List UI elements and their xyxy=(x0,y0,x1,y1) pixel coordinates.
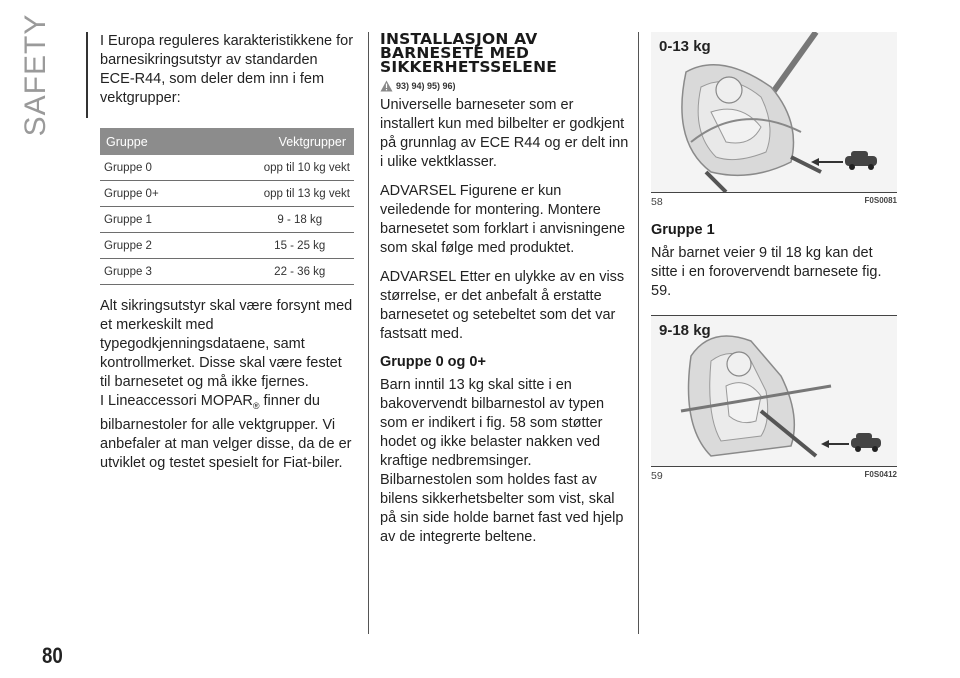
universal-seats-paragraph: Universelle barneseter som er installert kun med bilbelter er godkjent på grunnlag av ECE R44 og er delt inn i ulike vektklasser. xyxy=(380,97,629,170)
registered-mark: ® xyxy=(252,400,260,411)
figure-58 xyxy=(651,32,897,210)
warning-accident-paragraph: ADVARSEL Etter en ulykke av en viss størrelse, er det anbefalt å erstatte barnesetet og setebeltet som det var fastsatt med. xyxy=(380,269,625,342)
table-cell-group: Gruppe 0 xyxy=(100,155,190,181)
table-header-group: Gruppe xyxy=(100,128,190,155)
column-1 xyxy=(100,32,354,483)
mopar-paragraph xyxy=(100,392,354,473)
warning-references xyxy=(380,80,630,92)
table-cell-group: Gruppe 1 xyxy=(100,207,190,233)
column-divider-1 xyxy=(368,32,369,634)
figure-59-image xyxy=(651,316,897,466)
table-row xyxy=(100,181,354,207)
table-cell-group: Gruppe 2 xyxy=(100,233,190,259)
intro-paragraph: I Europa reguleres karakteristikkene for barnesikringsutstyr av standarden ECE-R44, som deler dem inn i fem vektgrupper: xyxy=(100,33,354,106)
figure-59-weight-label: 9-18 kg xyxy=(659,322,711,339)
figure-58-code: F0S0081 xyxy=(864,196,897,205)
figure-59-code: F0S0412 xyxy=(864,470,897,479)
table-row xyxy=(100,207,354,233)
section-heading xyxy=(380,32,630,74)
table-cell-weight: opp til 10 kg vekt xyxy=(190,155,354,181)
heading-line-3: SIKKERHETSSELENE xyxy=(380,58,558,76)
group-1-paragraph: Når barnet veier 9 til 18 kg kan det sitte i en forovervendt barnesete fig. 59. xyxy=(651,245,882,299)
figure-59 xyxy=(651,316,897,484)
section-label xyxy=(6,13,66,137)
figure-58-number: 58 xyxy=(651,196,663,208)
warning-refs-text: 93) 94) 95) 96) xyxy=(396,81,456,91)
seat-belt-paragraph: Bilbarnestolen som holdes fast av bilens sikkerhetsbelter som vist, skal på sin side holde barnet fast ved hjelp av de integrerte beltene. xyxy=(380,472,624,545)
table-row xyxy=(100,233,354,259)
table-row xyxy=(100,155,354,181)
figure-59-number: 59 xyxy=(651,470,663,482)
rear-facing-seat-illustration xyxy=(651,32,897,192)
mopar-text-end: finner du bilbarnestoler for alle vektgrupper. Vi anbefaler at man velger disse, da de er utviklet og testet spesielt for Fiat-biler. xyxy=(100,393,352,471)
warning-figures-paragraph: ADVARSEL Figurene er kun veiledende for montering. Montere barnesetet som forklart i anvisningene som skal følge med produktet. xyxy=(380,183,626,256)
group-1-heading: Gruppe 1 xyxy=(651,222,715,238)
figure-59-caption xyxy=(651,466,897,484)
column-2 xyxy=(380,32,630,557)
group-0-heading: Gruppe 0 og 0+ xyxy=(380,354,486,370)
group-0-paragraph: Barn inntil 13 kg skal sitte i en bakovervendt bilbarnestol av typen som er indikert i fig. 58 som støtter hodet og ikke belaster nakken ved kraftige nedbremsinger. xyxy=(380,377,605,469)
figure-58-image xyxy=(651,32,897,192)
table-cell-group: Gruppe 3 xyxy=(100,259,190,285)
page-number: 80 xyxy=(42,643,63,668)
section-bar xyxy=(86,32,88,118)
mopar-text-start: I Lineaccessori MOPAR xyxy=(100,393,253,409)
table-cell-weight: 15 - 25 kg xyxy=(190,233,354,259)
column-3 xyxy=(651,32,897,484)
table-cell-group: Gruppe 0+ xyxy=(100,181,190,207)
weight-group-table xyxy=(100,128,354,285)
figure-58-caption xyxy=(651,192,897,210)
table-cell-weight: 22 - 36 kg xyxy=(190,259,354,285)
table-cell-weight: opp til 13 kg vekt xyxy=(190,181,354,207)
approval-label-paragraph: Alt sikringsutstyr skal være forsynt med et merkeskilt med typegodkjenningsdataene, samt kontrollmerket. Disse skal være festet til barnesetet og må ikke fjernes. xyxy=(100,298,353,390)
heading-line-1: INSTALLASJON AV xyxy=(380,30,538,48)
section-label-text: SAFETY xyxy=(19,13,52,137)
column-divider-2 xyxy=(638,32,639,634)
table-header-weight: Vektgrupper xyxy=(190,128,354,155)
table-row xyxy=(100,259,354,285)
table-header-row xyxy=(100,128,354,155)
figure-58-weight-label: 0-13 kg xyxy=(659,38,711,55)
warning-triangle-icon xyxy=(380,80,393,92)
heading-line-2: BARNESETE MED xyxy=(380,44,530,62)
table-cell-weight: 9 - 18 kg xyxy=(190,207,354,233)
